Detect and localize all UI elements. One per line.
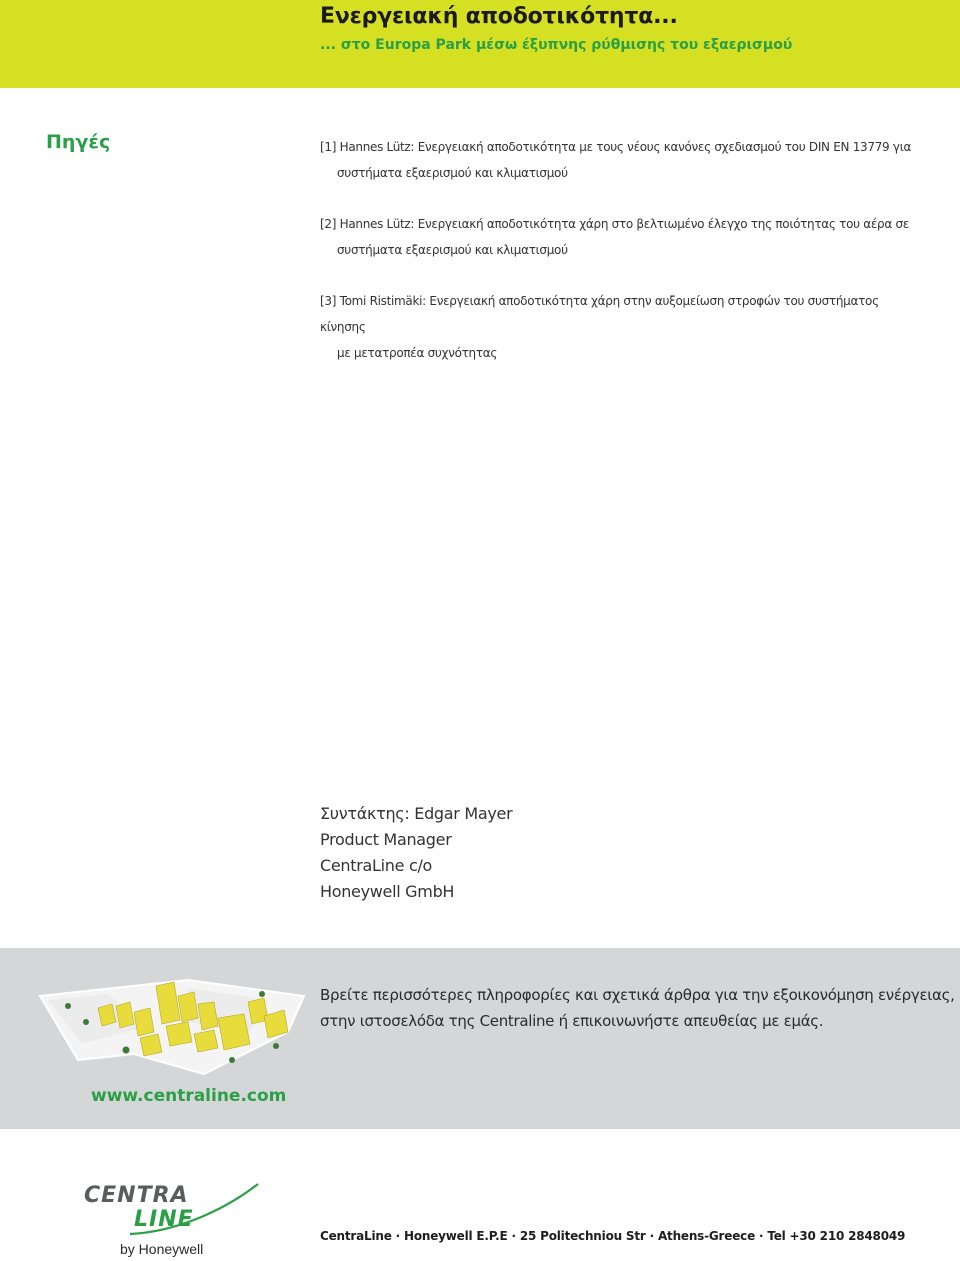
- logo-byline: by Honeywell: [120, 1241, 204, 1257]
- footer-address: CentraLine · Honeywell E.P.E · 25 Politechniou Str · Athens-Greece · Tel +30 210 2848049: [320, 1229, 906, 1243]
- author-company: CentraLine c/o: [320, 856, 433, 875]
- website-link[interactable]: www.centraline.com: [91, 1086, 287, 1106]
- info-text: [320, 982, 955, 1034]
- author-role: Product Manager: [320, 830, 452, 849]
- info-line: Βρείτε περισσότερες πληροφορίες και σχετικά άρθρα για την εξοικονόμηση ενέργειας,: [320, 986, 955, 1004]
- page-subtitle: ... στο Europa Park μέσω έξυπνης ρύθμισης του εξαερισμού: [320, 37, 793, 53]
- page-title: Ενεργειακή αποδοτικότητα...: [320, 4, 678, 29]
- reference-line: [3] Tomi Ristimäki: Ενεργειακή αποδοτικότητα χάρη στην αυξομείωση στροφών του συστήματος κίνησης: [320, 294, 879, 334]
- city-illustration: [38, 974, 306, 1084]
- header-band: [0, 0, 960, 88]
- reference-line: συστήματα εξαερισμού και κλιματισμού: [337, 243, 568, 257]
- centraline-logo: [82, 1178, 262, 1258]
- author-org: Honeywell GmbH: [320, 882, 455, 901]
- reference-item: [320, 211, 920, 263]
- author-name: Συντάκτης: Edgar Mayer: [320, 804, 513, 823]
- reference-item: [320, 134, 920, 186]
- logo-word-centra: CENTRA: [84, 1183, 189, 1208]
- reference-item: [320, 288, 920, 366]
- logo-word-line: LINE: [134, 1207, 194, 1232]
- reference-line: με μετατροπέα συχνότητας: [337, 346, 498, 360]
- info-line: στην ιστοσελόδα της Centraline ή επικοινωνήστε απευθείας με εμάς.: [320, 1012, 824, 1030]
- author-block: [320, 801, 512, 905]
- reference-list: [320, 134, 920, 391]
- reference-line: συστήματα εξαερισμού και κλιματισμού: [337, 166, 568, 180]
- sources-heading: Πηγές: [46, 131, 111, 153]
- reference-line: [2] Hannes Lütz: Ενεργειακή αποδοτικότητα χάρη στο βελτιωμένο έλεγχο της ποιότητας του αέρα σε: [320, 217, 909, 231]
- reference-line: [1] Hannes Lütz: Ενεργειακή αποδοτικότητα με τους νέους κανόνες σχεδιασμού του DIN EN 13779 για: [320, 140, 912, 154]
